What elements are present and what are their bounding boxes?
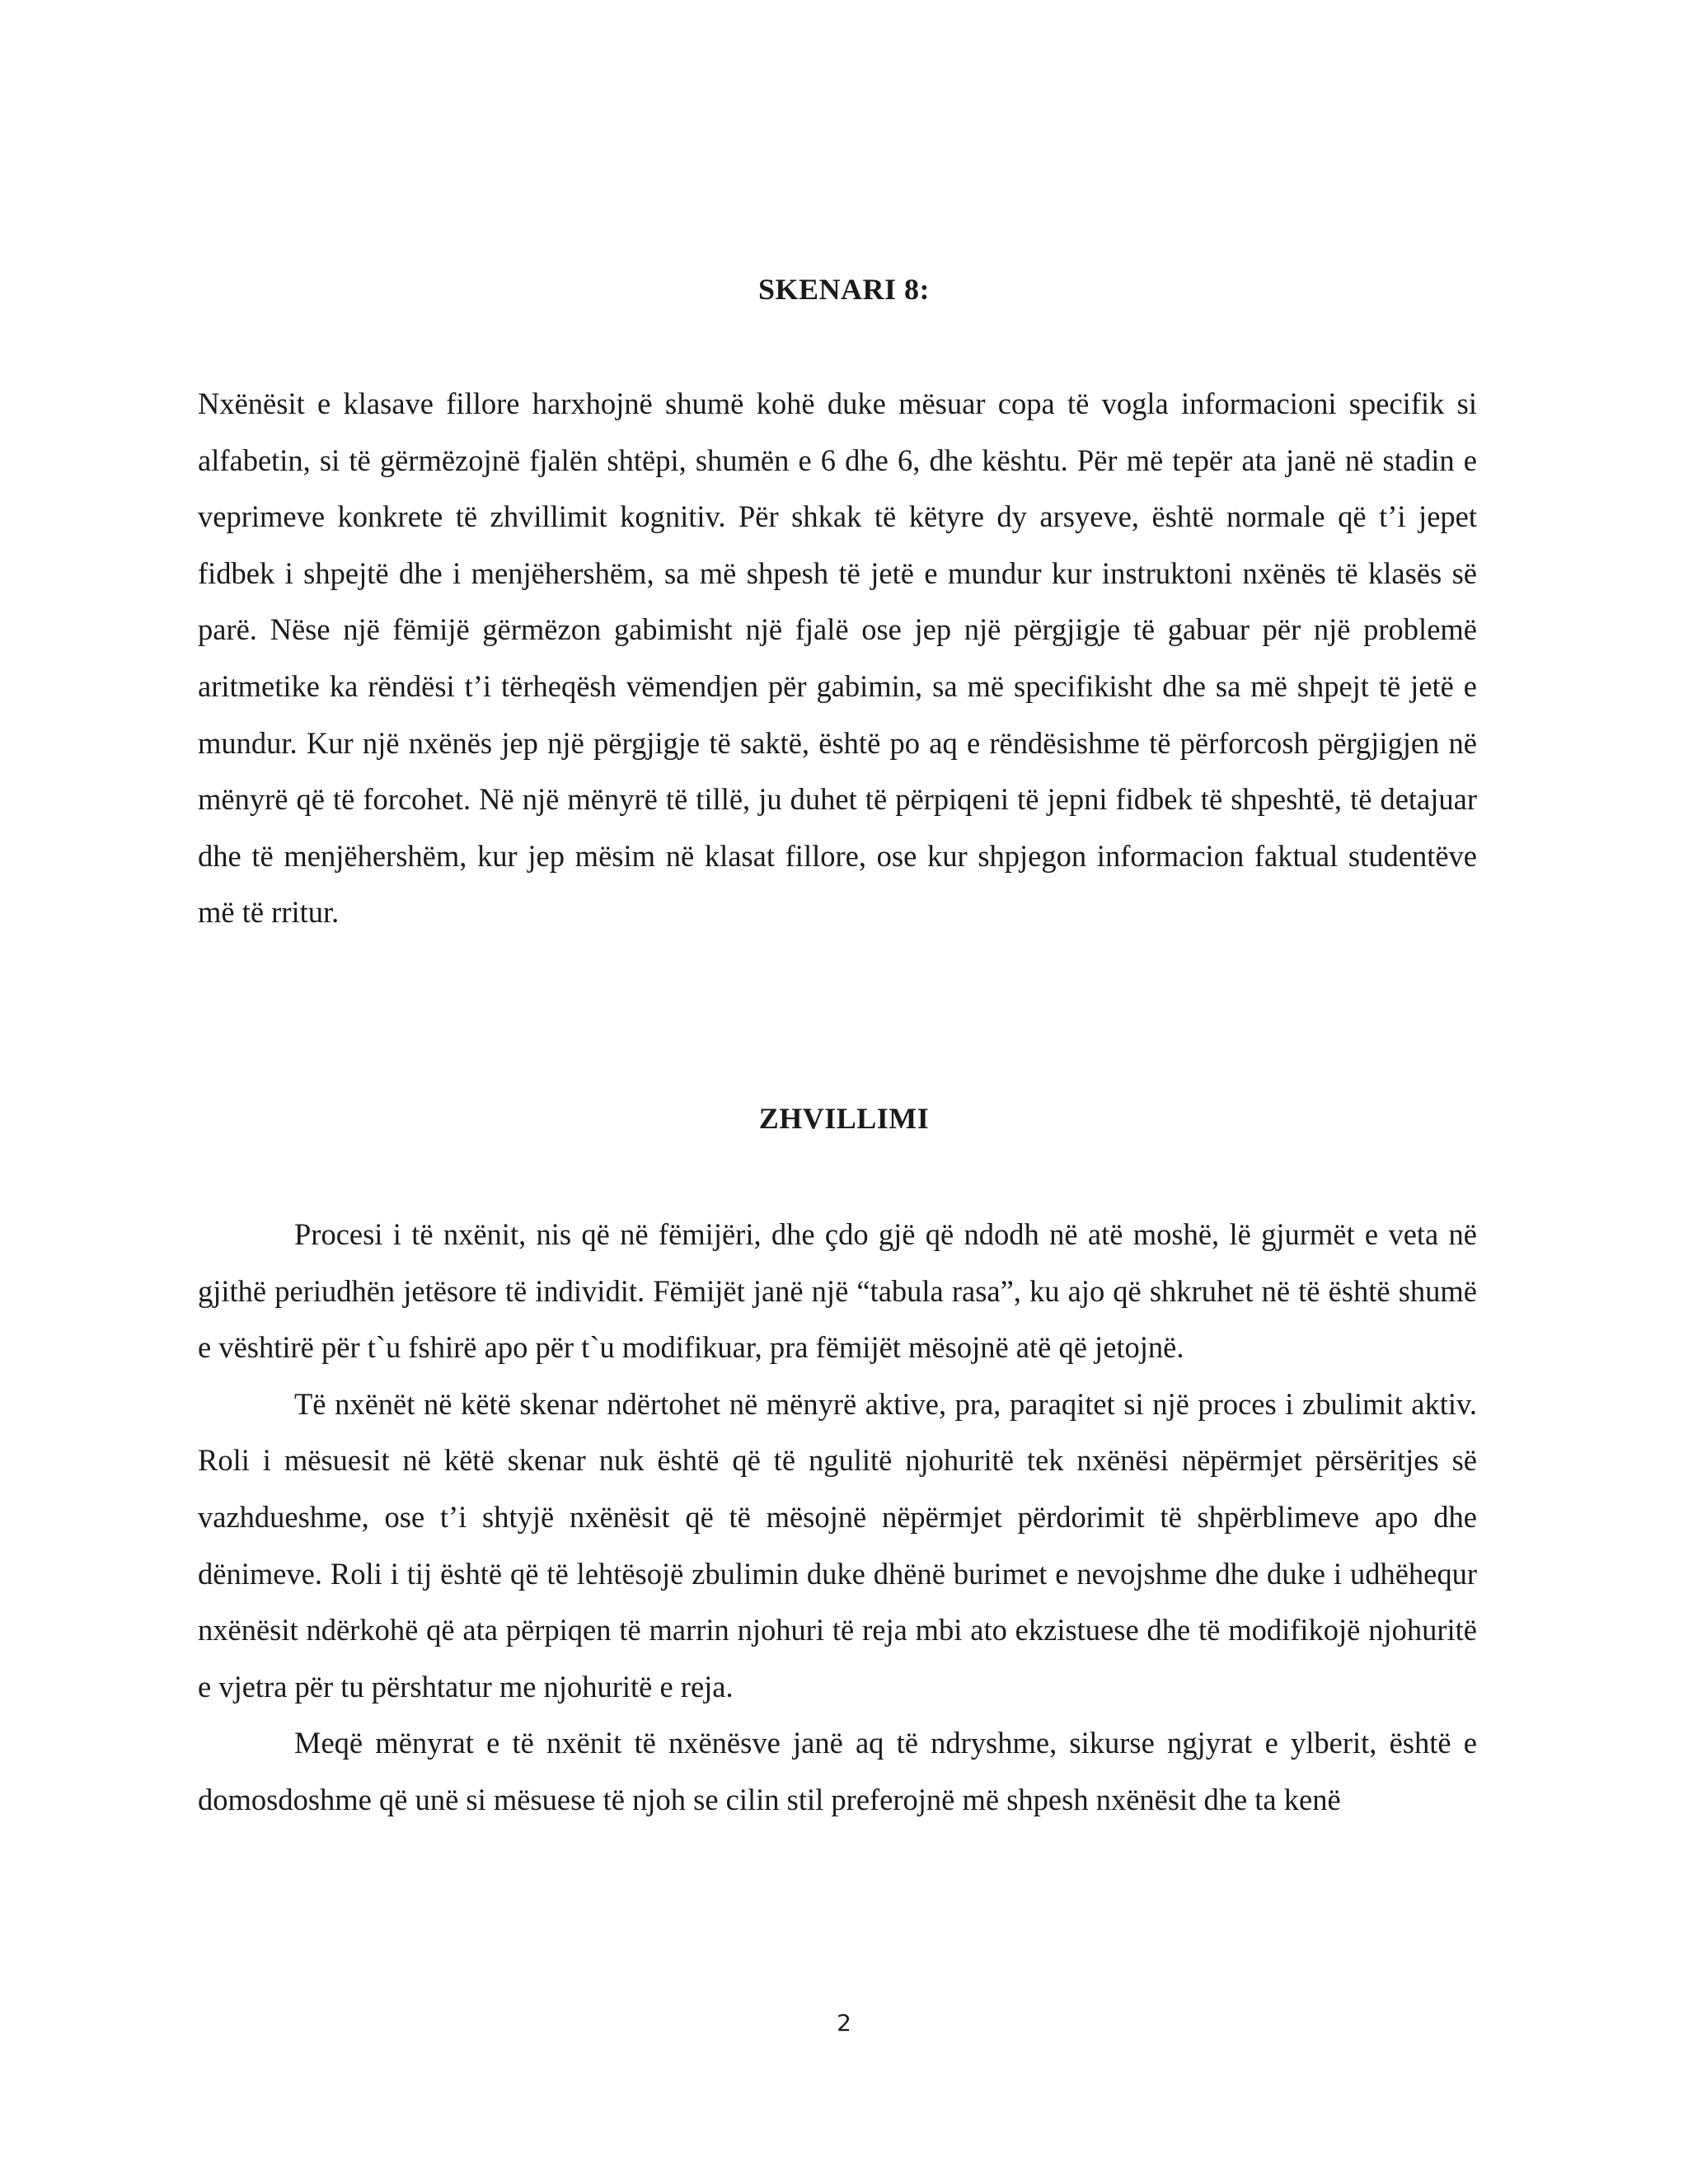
section-heading-skenari: SKENARI 8: (757, 273, 931, 306)
section-heading-zhvillimi: ZHVILLIMI (758, 1102, 930, 1135)
paragraph: Të nxënët në këtë skenar ndërtohet në mënyrë aktive, pra, paraqitet si një proces i zbulimit aktiv. Roli i mësuesit në këtë skenar nuk është që të ngulitë njohuritë tek nxënësi nëpërmjet përsëritjes së vazhdueshme, ose t’i shtyjë nxënësit që të mësojnë nëpërmjet përdorimit të shpërblimeve apo dhe dënimeve. Roli i tij është që të lehtësojë zbulimin duke dhënë burimet e nevojshme dhe duke i udhëhequr nxënësit ndërkohë që ata përpiqen të marrin njohuri të reja mbi ato ekzistuese dhe të modifikojë njohuritë e vjetra për tu përshtatur me njohuritë e reja. (198, 1386, 1477, 1704)
section-body-skenari (198, 376, 1477, 941)
paragraph: Nxënësit e klasave fillore harxhojnë shumë kohë duke mësuar copa të vogla informacioni specifik si alfabetin, si të gërmëzojnë fjalën shtëpi, shumën e 6 dhe 6, dhe kështu. Për më tepër ata janë në stadin e veprimeve konkrete të zhvillimit kognitiv. Për shkak të këtyre dy arsyeve, është normale që t’i jepet fidbek i shpejtë dhe i menjëhershëm, sa më shpesh të jetë e mundur kur instruktoni nxënës të klasës së parë. Nëse një fëmijë gërmëzon gabimisht një fjalë ose jep një përgjigje të gabuar për një problemë aritmetike ka rëndësi t’i tërheqësh vëmendjen për gabimin, sa më specifikisht dhe sa më shpejt të jetë e mundur. Kur një nxënës jep një përgjigje të saktë, është po aq e rëndësishme të përforcosh përgjigjen në mënyrë që të forcohet. Në një mënyrë të tillë, ju duhet të përpiqeni të jepni fidbek të shpeshtë, të detajuar dhe të menjëhershëm, kur jep mësim në klasat fillore, ose kur shpjegon informacion faktual studentëve më të rritur. (198, 387, 1477, 930)
page-number: 2 (837, 2009, 851, 2036)
section-body-zhvillimi (198, 1207, 1477, 1829)
paragraph: Procesi i të nxënit, nis që në fëmijëri, dhe çdo gjë që ndodh në atë moshë, lë gjurmët e veta në gjithë periudhën jetësore të individit. Fëmijët janë një “tabula rasa”, ku ajo që shkruhet në të është shumë e vështirë për t`u fshirë apo për t`u modifikuar, pra fëmijët mësojnë atë që jetojnë. (198, 1217, 1477, 1365)
paragraph: Meqë mënyrat e të nxënit të nxënësve janë aq të ndryshme, sikurse ngjyrat e ylberit, është e domosdoshme që unë si mësuese të njoh se cilin stil preferojnë më shpesh nxënësit dhe ta kenë (198, 1726, 1477, 1816)
